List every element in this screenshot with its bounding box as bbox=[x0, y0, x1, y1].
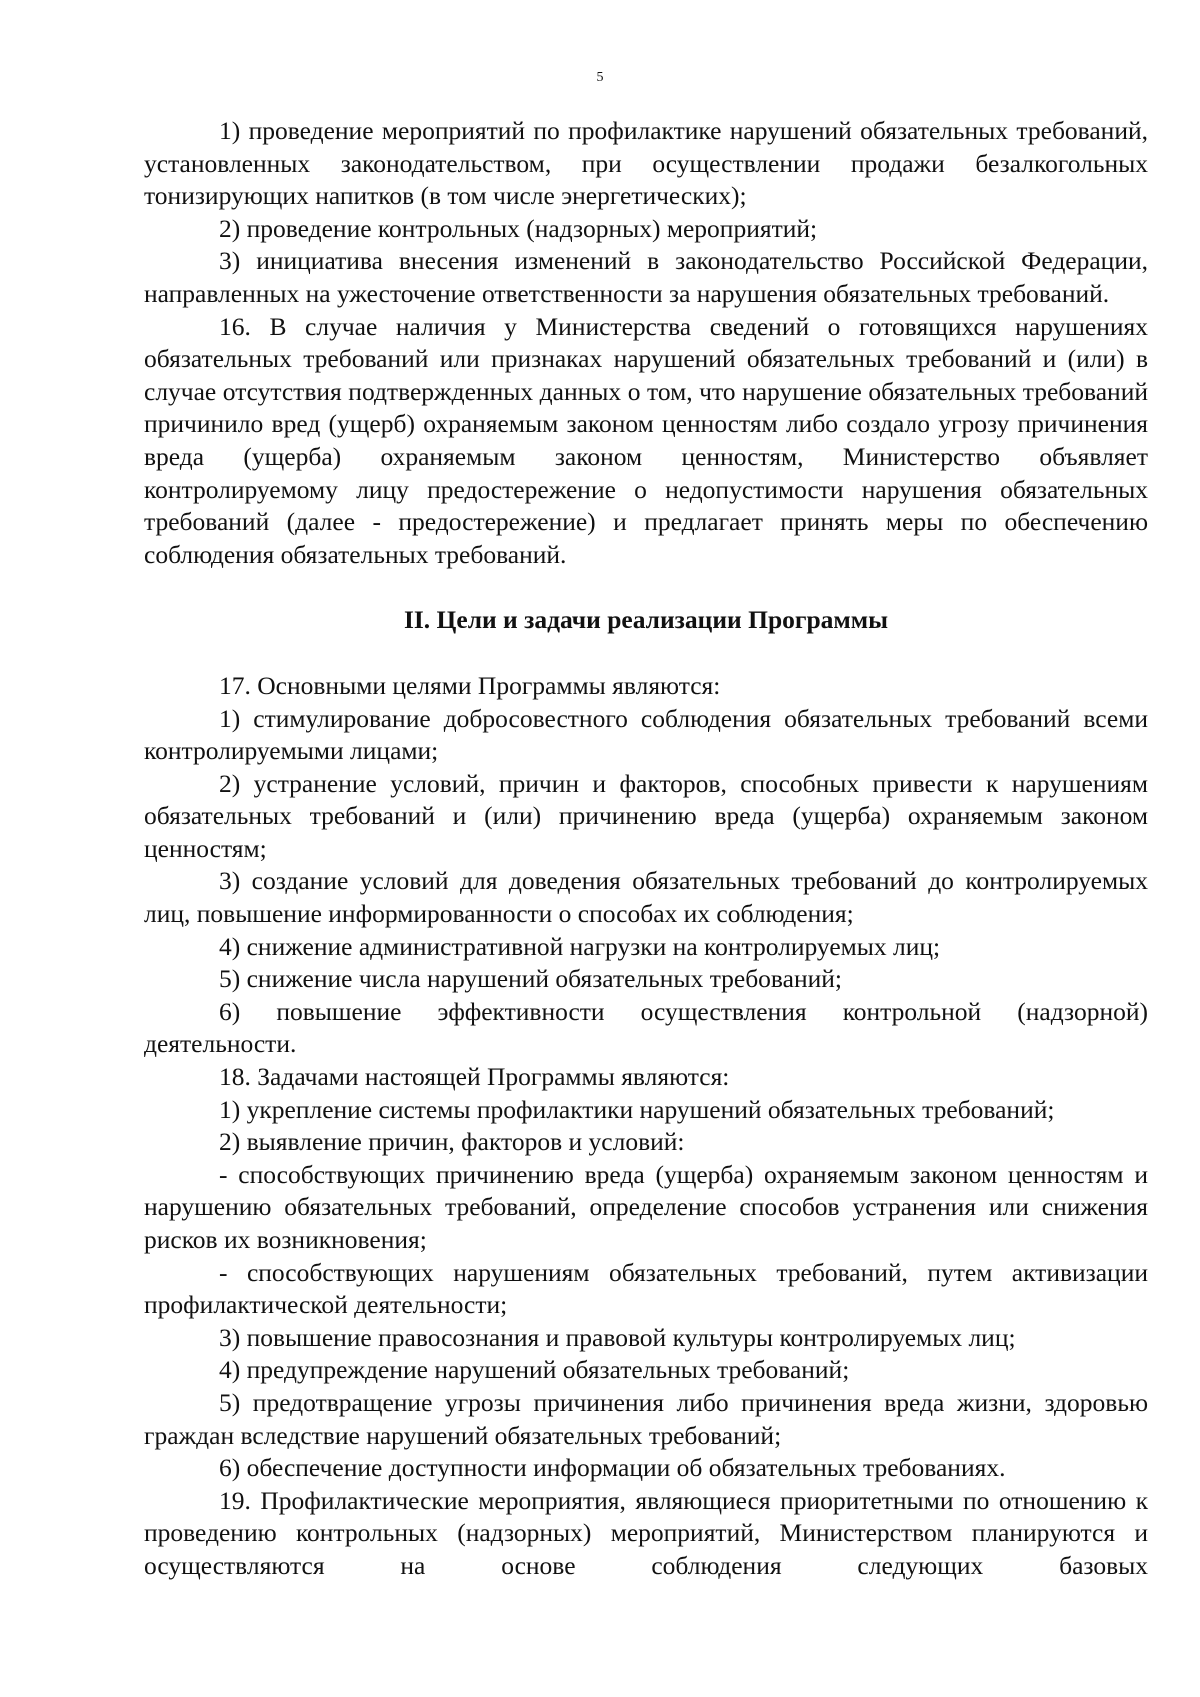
goal-item-5: 5) снижение числа нарушений обязательных требований; bbox=[219, 964, 842, 994]
paragraph-16-warning: 16. В случае наличия у Министерства сведений о готовящихся нарушениях обязательных требований или признаках нарушений обязательных требований и (или) в случае отсутствия подтвержденных данных о том, что нарушение обязательных требований причинило вред (ущерб) охраняемым законом ценностям либо создало угрозу причинения вреда (ущерба) охраняемым законом ценностям, Министерство объявляет контролируемому лицу предостережение о недопустимости нарушения обязательных требований (далее - предостережение) и предлагает принять меры по обеспечению соблюдения обязательных требований. bbox=[144, 311, 1148, 569]
goal-item-6: 6) повышение эффективности осуществления контрольной (надзорной) деятельности. bbox=[144, 996, 1148, 1059]
task-item-2-dash-1: - способствующих причинению вреда (ущерба) охраняемым законом ценностям и нарушению обязательных требований, определение способов устранения или снижения рисков их возникновения; bbox=[144, 1159, 1148, 1254]
section-heading: II. Цели и задачи реализации Программы bbox=[403, 605, 889, 635]
goal-item-2: 2) устранение условий, причин и факторов, способных привести к нарушениям обязательных требований и (или) причинению вреда (ущерба) охраняемым законом ценностям; bbox=[144, 768, 1148, 863]
task-item-1: 1) укрепление системы профилактики нарушений обязательных требований; bbox=[219, 1094, 1055, 1124]
goal-item-1: 1) стимулирование добросовестного соблюдения обязательных требований всеми контролируемыми лицами; bbox=[144, 703, 1148, 766]
task-item-6: 6) обеспечение доступности информации об обязательных требованиях. bbox=[219, 1453, 1006, 1483]
paragraph-item-3-legislative-initiative: 3) инициатива внесения изменений в законодательство Российской Федерации, направленных на ужесточение ответственности за нарушения обязательных требований. bbox=[144, 246, 1148, 308]
task-item-5: 5) предотвращение угрозы причинения либо причинения вреда жизни, здоровью граждан вследствие нарушений обязательных требований; bbox=[144, 1387, 1148, 1450]
task-item-4: 4) предупреждение нарушений обязательных требований; bbox=[219, 1355, 850, 1385]
paragraph-item-2-control-measures: 2) проведение контрольных (надзорных) мероприятий; bbox=[219, 213, 818, 243]
paragraph-17-goals: 17. Основными целями Программы являются: bbox=[219, 670, 721, 700]
task-item-3: 3) повышение правосознания и правовой культуры контролируемых лиц; bbox=[219, 1322, 1016, 1352]
document-body bbox=[144, 115, 1148, 1583]
paragraph-18-tasks: 18. Задачами настоящей Программы являются: bbox=[219, 1062, 730, 1092]
task-item-2: 2) выявление причин, факторов и условий: bbox=[219, 1127, 685, 1157]
page-number: 5 bbox=[596, 70, 604, 85]
goal-item-4: 4) снижение административной нагрузки на контролируемых лиц; bbox=[219, 931, 941, 961]
task-item-2-dash-2: - способствующих нарушениям обязательных требований, путем активизации профилактической деятельности; bbox=[144, 1257, 1148, 1320]
paragraph-item-1-preventive-measures: 1) проведение мероприятий по профилактике нарушений обязательных требований, установленных законодательством, при осуществлении продажи безалкогольных тонизирующих напитков (в том числе энергетических); bbox=[144, 116, 1148, 211]
goal-item-3: 3) создание условий для доведения обязательных требований до контролируемых лиц, повышение информированности о способах их соблюдения; bbox=[144, 866, 1148, 929]
paragraph-19-priority-measures: 19. Профилактические мероприятия, являющиеся приоритетными по отношению к проведению контрольных (надзорных) мероприятий, Министерством планируются и осуществляются на основе соблюдения следующих базовых bbox=[144, 1485, 1148, 1580]
